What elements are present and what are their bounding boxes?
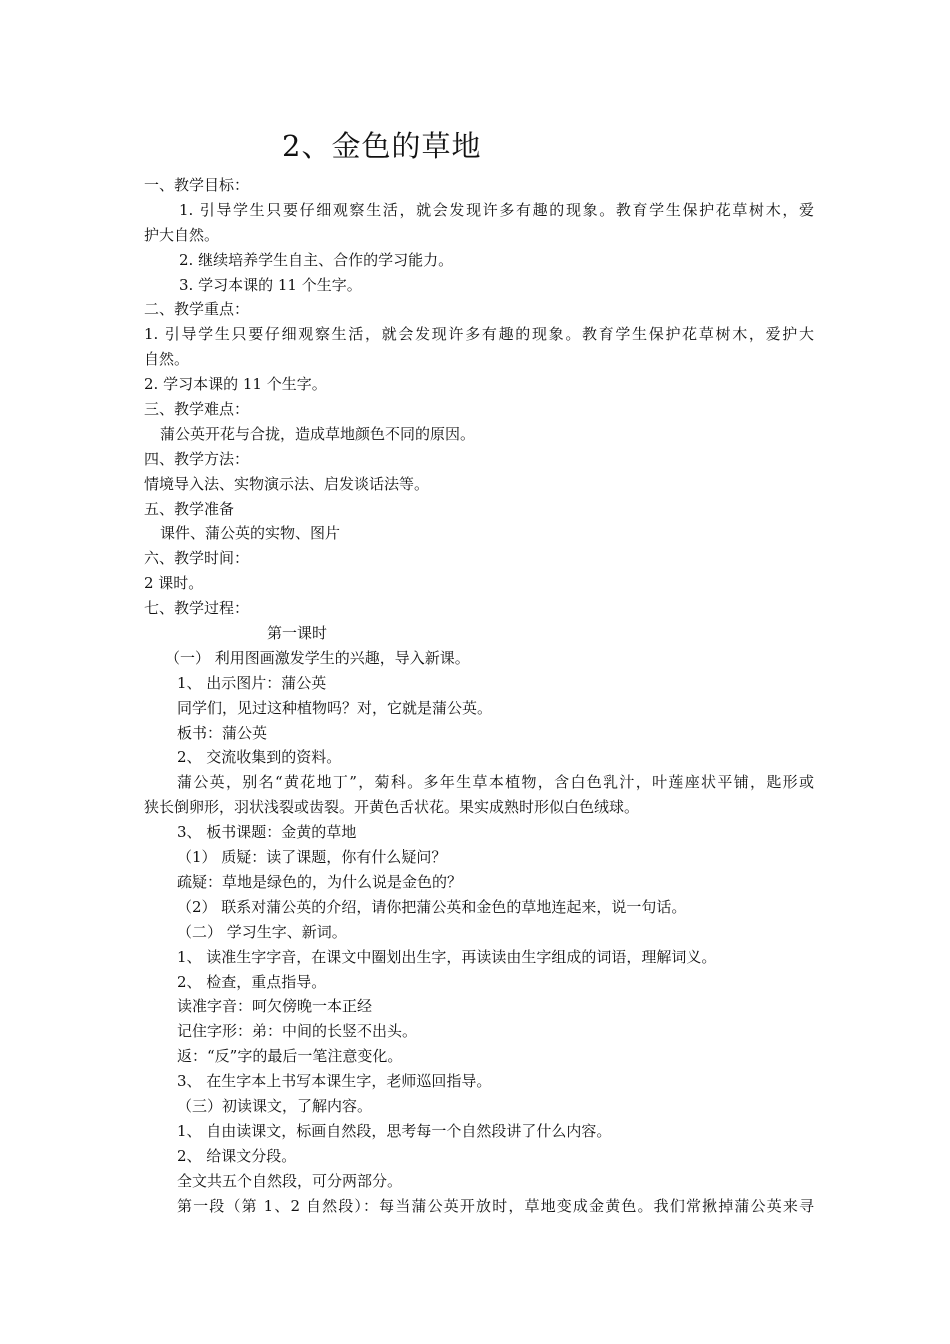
text-line: （三）初读课文，了解内容。 xyxy=(177,1096,373,1115)
text-line: （2） 联系对蒲公英的介绍，请你把蒲公英和金色的草地连起来，说一句话。 xyxy=(177,897,687,916)
text-line: 七、教学过程： xyxy=(144,599,250,618)
text-line: 三、教学难点： xyxy=(144,400,250,419)
text-line: 蒲公英，别名“黄花地丁”，菊科。多年生草本植物，含白色乳汁，叶莲座状平铺，匙形或 xyxy=(177,773,814,792)
text-line: （1） 质疑：读了课题，你有什么疑问？ xyxy=(177,848,447,867)
text-line: 1. 引导学生只要仔细观察生活，就会发现许多有趣的现象。教育学生保护花草树木，爱护大 xyxy=(144,325,814,344)
text-line: 1、 自由读课文，标画自然段，思考每一个自然段讲了什么内容。 xyxy=(177,1121,612,1140)
text-line: 2、 交流收集到的资料。 xyxy=(177,748,342,767)
text-line: 五、教学准备 xyxy=(144,499,235,518)
text-line: 情境导入法、实物演示法、启发谈话法等。 xyxy=(144,474,430,493)
text-line: 3、 板书课题：金黄的草地 xyxy=(177,823,357,842)
text-line: 2. 继续培养学生自主、合作的学习能力。 xyxy=(179,250,454,269)
document-body xyxy=(144,173,814,1218)
document-title: 2、金色的草地 xyxy=(282,129,482,163)
text-line: 第一课时 xyxy=(267,624,328,643)
text-line: 1、 出示图片：蒲公英 xyxy=(177,673,327,692)
text-line: 3. 学习本课的 11 个生字。 xyxy=(179,275,362,294)
text-line: 第一段（第 1、2 自然段）：每当蒲公英开放时，草地变成金黄色。我们常揪掉蒲公英来寻 xyxy=(177,1196,814,1215)
text-line: （一） 利用图画激发学生的兴趣，导入新课。 xyxy=(165,648,470,667)
text-line: 2 课时。 xyxy=(144,574,204,593)
text-line: 读准字音：呵欠傍晚一本正经 xyxy=(177,997,373,1016)
text-line: 返：“反”字的最后一笔注意变化。 xyxy=(177,1047,403,1066)
text-line: 同学们，见过这种植物吗？对，它就是蒲公英。 xyxy=(177,698,493,717)
text-line: 狭长倒卵形，羽状浅裂或齿裂。开黄色舌状花。果实成熟时形似白色绒球。 xyxy=(144,798,640,817)
text-line: 护大自然。 xyxy=(144,225,220,244)
text-line: 蒲公英开花与合拢，造成草地颜色不同的原因。 xyxy=(160,424,476,443)
text-line: 课件、蒲公英的实物、图片 xyxy=(160,524,341,543)
text-line: 1、 读准生字字音，在课文中圈划出生字，再读读由生字组成的词语，理解词义。 xyxy=(177,947,717,966)
text-line: 自然。 xyxy=(144,350,190,369)
text-line: 3、 在生字本上书写本课生字，老师巡回指导。 xyxy=(177,1072,492,1091)
text-line: 四、教学方法： xyxy=(144,449,250,468)
text-line: 1. 引导学生只要仔细观察生活，就会发现许多有趣的现象。教育学生保护花草树木，爱 xyxy=(179,200,814,219)
text-line: 疏疑：草地是绿色的，为什么说是金色的？ xyxy=(177,872,463,891)
text-line: 板书：蒲公英 xyxy=(177,723,268,742)
text-line: 全文共五个自然段，可分两部分。 xyxy=(177,1171,403,1190)
text-line: 记住字形：弟：中间的长竖不出头。 xyxy=(177,1022,418,1041)
text-line: 2、 检查，重点指导。 xyxy=(177,972,327,991)
text-line: 2、 给课文分段。 xyxy=(177,1146,297,1165)
text-line: 六、教学时间： xyxy=(144,549,250,568)
text-line: （二） 学习生字、新词。 xyxy=(177,922,347,941)
text-line: 2. 学习本课的 11 个生字。 xyxy=(144,375,327,394)
text-line: 一、教学目标： xyxy=(144,176,250,194)
text-line: 二、教学重点： xyxy=(144,300,250,319)
